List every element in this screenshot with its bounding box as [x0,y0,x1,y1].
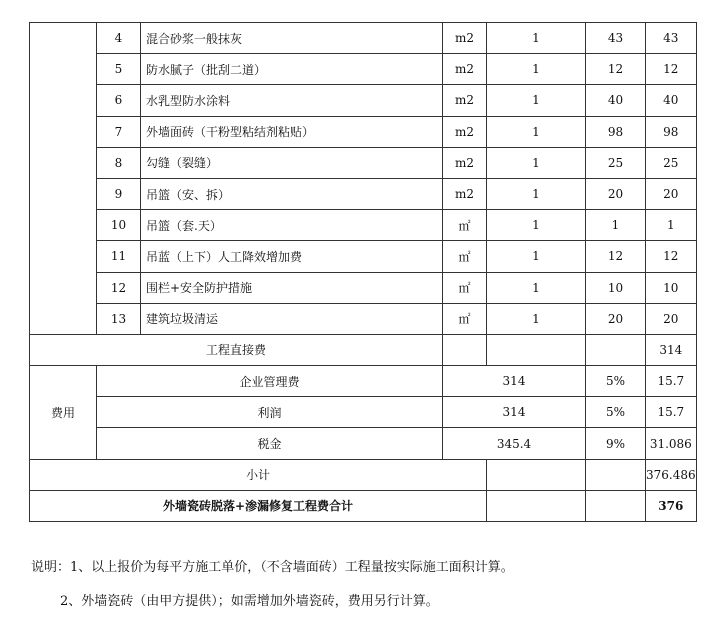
item-unit-price-cell: 10 [586,272,646,303]
item-unit-price-cell: 20 [586,178,646,209]
item-name-cell: 防水腻子（批刮二道） [141,54,443,85]
table-row [30,490,697,521]
quote-table-body [30,23,697,522]
item-total-cell: 43 [646,23,697,54]
grand-total-blank-cell-1 [487,490,586,521]
grand-total-value-cell: 376 [646,490,697,521]
item-unit-cell: m2 [443,23,487,54]
grand-total-blank-cell-2 [586,490,646,521]
item-name-cell: 围栏+安全防护措施 [141,272,443,303]
note-line-2: 2、外墙瓷砖（由甲方提供）；如需增加外墙瓷砖，费用另行计算。 [60,594,439,609]
item-total-cell: 1 [646,210,697,241]
item-total-cell: 12 [646,54,697,85]
item-total-cell: 12 [646,241,697,272]
item-unit-cell: ㎡ [443,210,487,241]
item-number-cell: 10 [97,210,141,241]
table-row [30,366,697,397]
item-number-cell: 11 [97,241,141,272]
fee-base-cell: 314 [443,397,586,428]
subtotal-label-cell: 小计 [30,459,487,490]
left-group-cell [30,23,97,335]
direct-cost-total-cell: 314 [646,334,697,365]
fee-total-cell: 15.7 [646,366,697,397]
item-unit-price-cell: 25 [586,147,646,178]
item-name-cell: 外墙面砖（干粉型粘结剂粘贴） [141,116,443,147]
subtotal-blank-cell-1 [487,459,586,490]
item-name-cell: 吊篮（套.天） [141,210,443,241]
fee-label-cell: 税金 [97,428,443,459]
item-number-cell: 9 [97,178,141,209]
item-unit-cell: ㎡ [443,303,487,334]
table-row [30,54,697,85]
table-row [30,272,697,303]
table-row [30,428,697,459]
item-unit-price-cell: 40 [586,85,646,116]
table-row [30,147,697,178]
item-number-cell: 13 [97,303,141,334]
quote-table [29,22,697,522]
fee-base-cell: 345.4 [443,428,586,459]
fee-label-cell: 企业管理费 [97,366,443,397]
fee-total-cell: 31.086 [646,428,697,459]
item-name-cell: 水乳型防水涂料 [141,85,443,116]
item-unit-cell: ㎡ [443,272,487,303]
item-quantity-cell: 1 [487,178,586,209]
item-unit-price-cell: 98 [586,116,646,147]
grand-total-label-cell: 外墙瓷砖脱落+渗漏修复工程费合计 [30,490,487,521]
item-name-cell: 吊篮（安、拆） [141,178,443,209]
subtotal-total-cell: 376.486 [646,459,697,490]
item-quantity-cell: 1 [487,241,586,272]
table-row [30,303,697,334]
fee-rate-cell: 5% [586,397,646,428]
item-total-cell: 20 [646,303,697,334]
item-quantity-cell: 1 [487,272,586,303]
direct-cost-blank-cell-1 [443,334,487,365]
item-number-cell: 5 [97,54,141,85]
item-name-cell: 勾缝（裂缝） [141,147,443,178]
item-unit-cell: m2 [443,178,487,209]
item-unit-cell: ㎡ [443,241,487,272]
item-total-cell: 25 [646,147,697,178]
item-quantity-cell: 1 [487,54,586,85]
item-unit-cell: m2 [443,54,487,85]
item-name-cell: 建筑垃圾清运 [141,303,443,334]
item-unit-price-cell: 20 [586,303,646,334]
item-total-cell: 20 [646,178,697,209]
item-number-cell: 7 [97,116,141,147]
item-name-cell: 吊蓝（上下）人工降效增加费 [141,241,443,272]
item-number-cell: 8 [97,147,141,178]
table-row [30,23,697,54]
table-row [30,397,697,428]
item-unit-price-cell: 12 [586,54,646,85]
fee-rate-cell: 5% [586,366,646,397]
item-quantity-cell: 1 [487,23,586,54]
item-number-cell: 6 [97,85,141,116]
direct-cost-blank-cell-3 [586,334,646,365]
fee-base-cell: 314 [443,366,586,397]
note-line-1: 说明：1、以上报价为每平方施工单价，（不含墙面砖）工程量按实际施工面积计算。 [31,560,514,575]
item-quantity-cell: 1 [487,116,586,147]
table-row [30,178,697,209]
item-unit-price-cell: 43 [586,23,646,54]
item-quantity-cell: 1 [487,85,586,116]
item-quantity-cell: 1 [487,147,586,178]
item-unit-price-cell: 1 [586,210,646,241]
item-number-cell: 12 [97,272,141,303]
table-row [30,85,697,116]
item-unit-cell: m2 [443,85,487,116]
table-row [30,210,697,241]
item-total-cell: 10 [646,272,697,303]
table-row [30,241,697,272]
subtotal-blank-cell-2 [586,459,646,490]
item-unit-cell: m2 [443,147,487,178]
table-row [30,334,697,365]
item-unit-cell: m2 [443,116,487,147]
item-total-cell: 40 [646,85,697,116]
item-unit-price-cell: 12 [586,241,646,272]
item-name-cell: 混合砂浆一般抹灰 [141,23,443,54]
item-quantity-cell: 1 [487,303,586,334]
table-row [30,459,697,490]
direct-cost-label-cell: 工程直接费 [30,334,443,365]
fee-total-cell: 15.7 [646,397,697,428]
fee-rate-cell: 9% [586,428,646,459]
item-total-cell: 98 [646,116,697,147]
item-quantity-cell: 1 [487,210,586,241]
item-number-cell: 4 [97,23,141,54]
fees-group-label-cell: 费用 [30,366,97,460]
fee-label-cell: 利润 [97,397,443,428]
table-row [30,116,697,147]
direct-cost-blank-cell-2 [487,334,586,365]
